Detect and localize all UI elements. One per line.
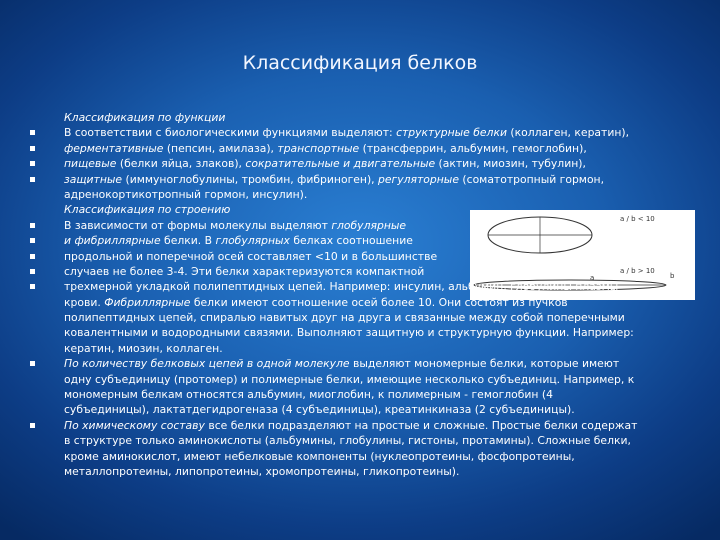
text-segment: мономерным белкам относятся альбумин, миоглобин, к полимерным - гемоглобин (4 — [64, 388, 553, 402]
bullet-icon — [30, 361, 35, 366]
text-line — [30, 172, 695, 187]
text-line — [30, 141, 695, 156]
text-segment: адренокортикотропный гормон, инсулин). — [64, 187, 308, 201]
text-segment: В зависимости от формы молекулы выделяют — [64, 218, 332, 232]
text-segment: и фибриллярные — [64, 234, 161, 248]
figure-marker-b: b — [670, 272, 675, 280]
text-segment: По количеству белковых цепей в одной молекуле — [64, 357, 350, 371]
bullet-icon — [30, 238, 35, 243]
text-segment: глобулярные — [331, 218, 407, 232]
text-segment: выделяют мономерные белки, которые имеют — [349, 357, 620, 371]
bullet-icon — [30, 269, 35, 274]
text-segment: Классификация по функции — [64, 111, 226, 124]
text-line — [30, 310, 695, 325]
text-segment: субъединицы), лактатдегидрогеназа (4 субъединицы), креатинкиназа (2 субъединицы). — [64, 403, 575, 417]
text-segment: (пепсин, амилаза), — [163, 141, 278, 155]
text-line — [30, 125, 695, 140]
text-segment: в структуре только аминокислоты (альбумины, глобулины, гистоны, протамины). Сложные белки, — [64, 434, 631, 448]
text-line — [30, 418, 695, 433]
text-line — [30, 402, 695, 417]
text-line — [30, 325, 695, 340]
text-segment: белки. В — [160, 234, 216, 248]
text-segment: (иммуноглобулины, тромбин, фибриноген), — [122, 172, 379, 186]
text-segment: пищевые — [64, 157, 117, 171]
text-line — [30, 433, 695, 448]
bullet-icon — [30, 177, 35, 182]
text-line — [30, 110, 695, 125]
bullet-icon — [30, 223, 35, 228]
text-segment: продольной и поперечной осей составляет <10 и в большинстве — [64, 249, 438, 263]
text-segment: сократительные и двигательные — [245, 157, 436, 171]
text-segment: (актин, миозин, тубулин), — [435, 157, 586, 171]
text-segment: белки имеют соотношение осей более 10. Они состоят из пучков — [190, 295, 568, 309]
text-line — [30, 295, 695, 310]
text-segment: кератин, миозин, коллаген. — [64, 341, 223, 355]
text-line — [30, 449, 695, 464]
text-segment: все белки подразделяют на простые и сложные. Простые белки содержат — [204, 418, 638, 432]
text-segment: белках соотношение — [289, 234, 413, 248]
text-line — [30, 387, 695, 402]
text-line — [30, 202, 695, 217]
text-segment: (трансферрин, альбумин, гемоглобин), — [359, 141, 587, 155]
text-line — [30, 372, 695, 387]
text-segment: В соответствии с биологическими функциями выделяют: — [64, 126, 397, 140]
text-line — [30, 464, 695, 479]
text-segment: глобулярных — [215, 234, 290, 248]
text-segment: случаев не более 3-4. Эти белки характеризуются компактной — [64, 264, 425, 278]
bullet-icon — [30, 254, 35, 259]
text-segment: (белки яйца, злаков), — [116, 157, 246, 171]
text-segment: крови. — [64, 295, 105, 309]
text-segment: полипептидных цепей, спиралью навитых друг на друга и связанные между собой поперечными — [64, 311, 625, 325]
text-line — [30, 249, 695, 264]
text-segment: структурные белки — [396, 126, 507, 140]
text-segment: Фибриллярные — [104, 295, 191, 309]
text-segment: ковалентными и водородными связями. Выполняют защитную и структурную функции. Например: — [64, 326, 634, 340]
bullet-icon — [30, 146, 35, 151]
figure-label-1: a / b < 10 — [620, 215, 655, 223]
bullet-icon — [30, 284, 35, 289]
text-line — [30, 264, 695, 279]
text-line — [30, 156, 695, 171]
text-segment: транспортные — [277, 141, 360, 155]
text-segment: (коллаген, кератин), — [506, 126, 630, 140]
slide-body — [30, 110, 695, 479]
text-segment: одну субъединицу (протомер) и полимерные белки, имеющие несколько субъединиц. Например, к — [64, 372, 635, 386]
text-segment: металлопротеины, липопротеины, хромопротеины, гликопротеины). — [64, 464, 460, 478]
text-segment: По химическому составу — [64, 418, 205, 432]
text-segment: кроме аминокислот, имеют небелковые компоненты (нуклеопротеины, фосфопротеины, — [64, 449, 575, 463]
text-segment: Классификация по строению — [64, 203, 231, 217]
slide-title: Классификация белков — [242, 52, 478, 74]
text-line — [30, 279, 695, 294]
text-segment: регуляторные — [378, 172, 459, 186]
bullet-icon — [30, 130, 35, 135]
figure-marker-a: a — [590, 274, 595, 282]
text-segment: (соматотропный гормон, — [458, 172, 605, 186]
text-line — [30, 233, 695, 248]
bullet-icon — [30, 423, 35, 428]
text-line — [30, 218, 695, 233]
bullet-icon — [30, 161, 35, 166]
text-line — [30, 187, 695, 202]
text-segment: трехмерной укладкой полипептидных цепей. Например: инсулин, альбумин, глобулины плазмы — [64, 280, 619, 294]
figure-label-2: a / b > 10 — [620, 267, 655, 275]
text-line — [30, 341, 695, 356]
text-segment: защитные — [64, 172, 123, 186]
text-line — [30, 356, 695, 371]
text-segment: ферментативные — [64, 141, 164, 155]
